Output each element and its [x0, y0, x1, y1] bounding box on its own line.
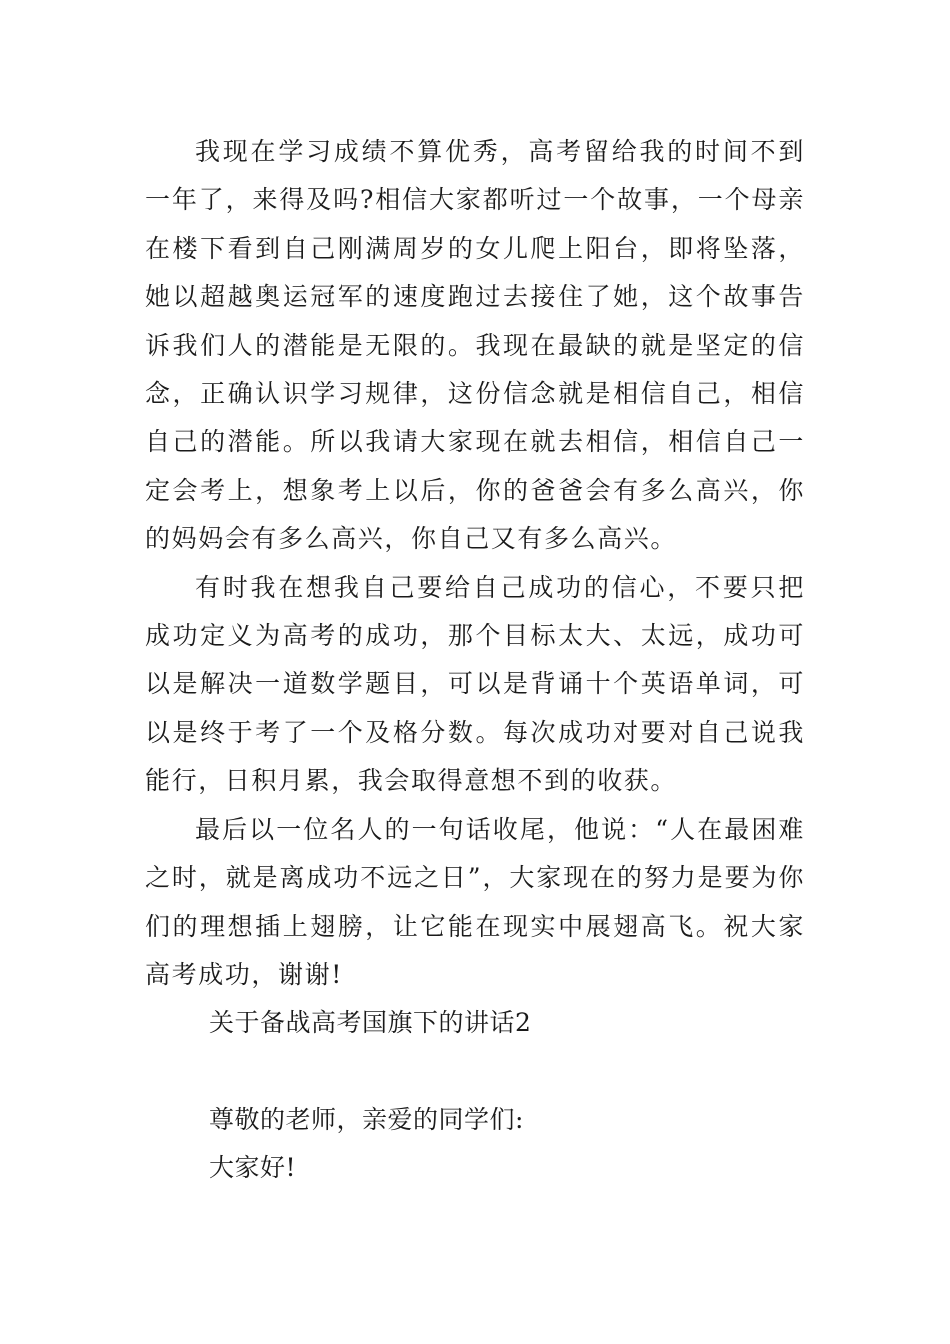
greeting: 大家好!: [209, 1153, 297, 1183]
document-body: [145, 128, 805, 1193]
salutation: 尊敬的老师，亲爱的同学们:: [209, 1104, 524, 1134]
paragraph-2: 有时我在想我自己要给自己成功的信心，不要只把成功定义为高考的成功，那个目标太大、太远，成功可以是解决一道数学题目，可以是背诵十个英语单词，可以是终于考了一个及格分数。每次成功对要对自己说我能行，日积月累，我会取得意想不到的收获。: [145, 572, 805, 796]
paragraph-1: 我现在学习成绩不算优秀，高考留给我的时间不到一年了，来得及吗?相信大家都听过一个故事，一个母亲在楼下看到自己刚满周岁的女儿爬上阳台，即将坠落，她以超越奥运冠军的速度跑过去接住了她，这个故事告诉我们人的潜能是无限的。我现在最缺的就是坚定的信念，正确认识学习规律，这份信念就是相信自己，相信自己的潜能。所以我请大家现在就去相信，相信自己一定会考上，想象考上以后，你的爸爸会有多么高兴，你的妈妈会有多么高兴，你自己又有多么高兴。: [145, 137, 805, 554]
section-heading: 关于备战高考国旗下的讲话2: [209, 1008, 532, 1038]
blank-line: [145, 1048, 805, 1096]
paragraph-3: 最后以一位名人的一句话收尾，他说：“人在最困难之时，就是离成功不远之日”，大家现在的努力是要为你们的理想插上翅膀，让它能在现实中展翅高飞。祝大家高考成功，谢谢!: [145, 814, 805, 989]
